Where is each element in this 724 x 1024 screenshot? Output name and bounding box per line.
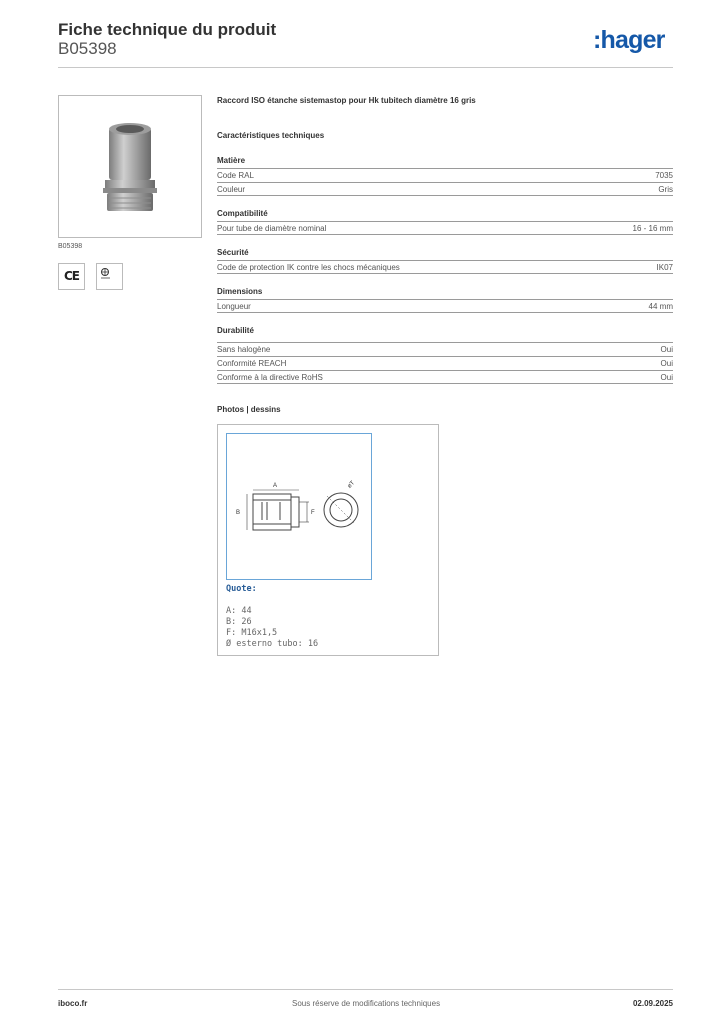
technical-drawing <box>226 433 372 580</box>
specs-heading: Caractéristiques techniques <box>217 131 325 140</box>
spec-label: Couleur <box>217 185 246 194</box>
dimension-label-ot: øT <box>346 480 357 490</box>
dimension-label-f: F <box>311 510 315 516</box>
section-title-durabilite: Durabilité <box>217 326 254 335</box>
spec-value: Gris <box>658 185 673 194</box>
spec-label: Longueur <box>217 302 251 311</box>
spec-value: IK07 <box>656 263 673 272</box>
certification-mark-icon <box>96 263 123 290</box>
section-title-dimensions: Dimensions <box>217 287 263 296</box>
spec-value: 7035 <box>655 171 673 180</box>
ce-mark <box>58 263 85 290</box>
spec-value: Oui <box>660 359 673 368</box>
quote-line-diameter: Ø esterno tubo: 16 <box>226 639 319 649</box>
product-title: Raccord ISO étanche sistemastop pour Hk tubitech diamètre 16 gris <box>217 96 476 105</box>
quote-line-f: F: M16x1,5 <box>226 628 278 638</box>
spec-row-reach <box>217 356 673 370</box>
footer-website[interactable]: iboco.fr <box>58 999 88 1008</box>
dimension-label-a: A <box>273 483 278 489</box>
spec-label: Code de protection IK contre les chocs mécaniques <box>217 263 400 272</box>
quote-line-a: A: 44 <box>226 606 252 616</box>
ce-label: CE <box>63 269 79 283</box>
quote-title: Quote: <box>226 584 257 594</box>
spec-row-longueur <box>217 299 673 313</box>
spec-row-couleur <box>217 182 673 196</box>
spec-value: 44 mm <box>648 302 673 311</box>
spec-value: Oui <box>660 373 673 382</box>
footer-divider <box>58 989 673 990</box>
spec-label: Conforme à la directive RoHS <box>217 373 323 382</box>
page-title: Fiche technique du produit <box>58 20 277 39</box>
section-title-securite: Sécurité <box>217 248 249 257</box>
spec-label: Conformité REACH <box>217 359 287 368</box>
spec-label: Code RAL <box>217 171 254 180</box>
quote-line-b: B: 26 <box>226 617 252 627</box>
dimension-label-b: B <box>236 510 241 516</box>
spec-value: Oui <box>660 345 673 354</box>
product-photo-caption: B05398 <box>58 243 83 250</box>
spec-row-rohs <box>217 370 673 384</box>
footer-date: 02.09.2025 <box>632 999 673 1008</box>
spec-row-diametre <box>217 221 673 235</box>
hager-logo: :hager <box>593 26 665 54</box>
section-title-compatibilite: Compatibilité <box>217 209 268 218</box>
footer-disclaimer: Sous réserve de modifications techniques <box>292 999 441 1008</box>
section-title-matiere: Matière <box>217 156 246 165</box>
product-photo <box>58 95 202 238</box>
spec-label: Pour tube de diamètre nominal <box>217 224 327 233</box>
product-code: B05398 <box>58 39 117 58</box>
fitting-dimension-drawing <box>227 434 371 579</box>
spec-label: Sans halogène <box>217 345 271 354</box>
spec-row-ik <box>217 260 673 274</box>
spec-row-code-ral <box>217 168 673 182</box>
spec-value: 16 - 16 mm <box>632 224 673 233</box>
photos-heading: Photos | dessins <box>217 405 281 414</box>
header-divider <box>58 67 673 68</box>
spec-row-halogene <box>217 342 673 356</box>
gray-pipe-fitting-photo <box>59 96 201 237</box>
